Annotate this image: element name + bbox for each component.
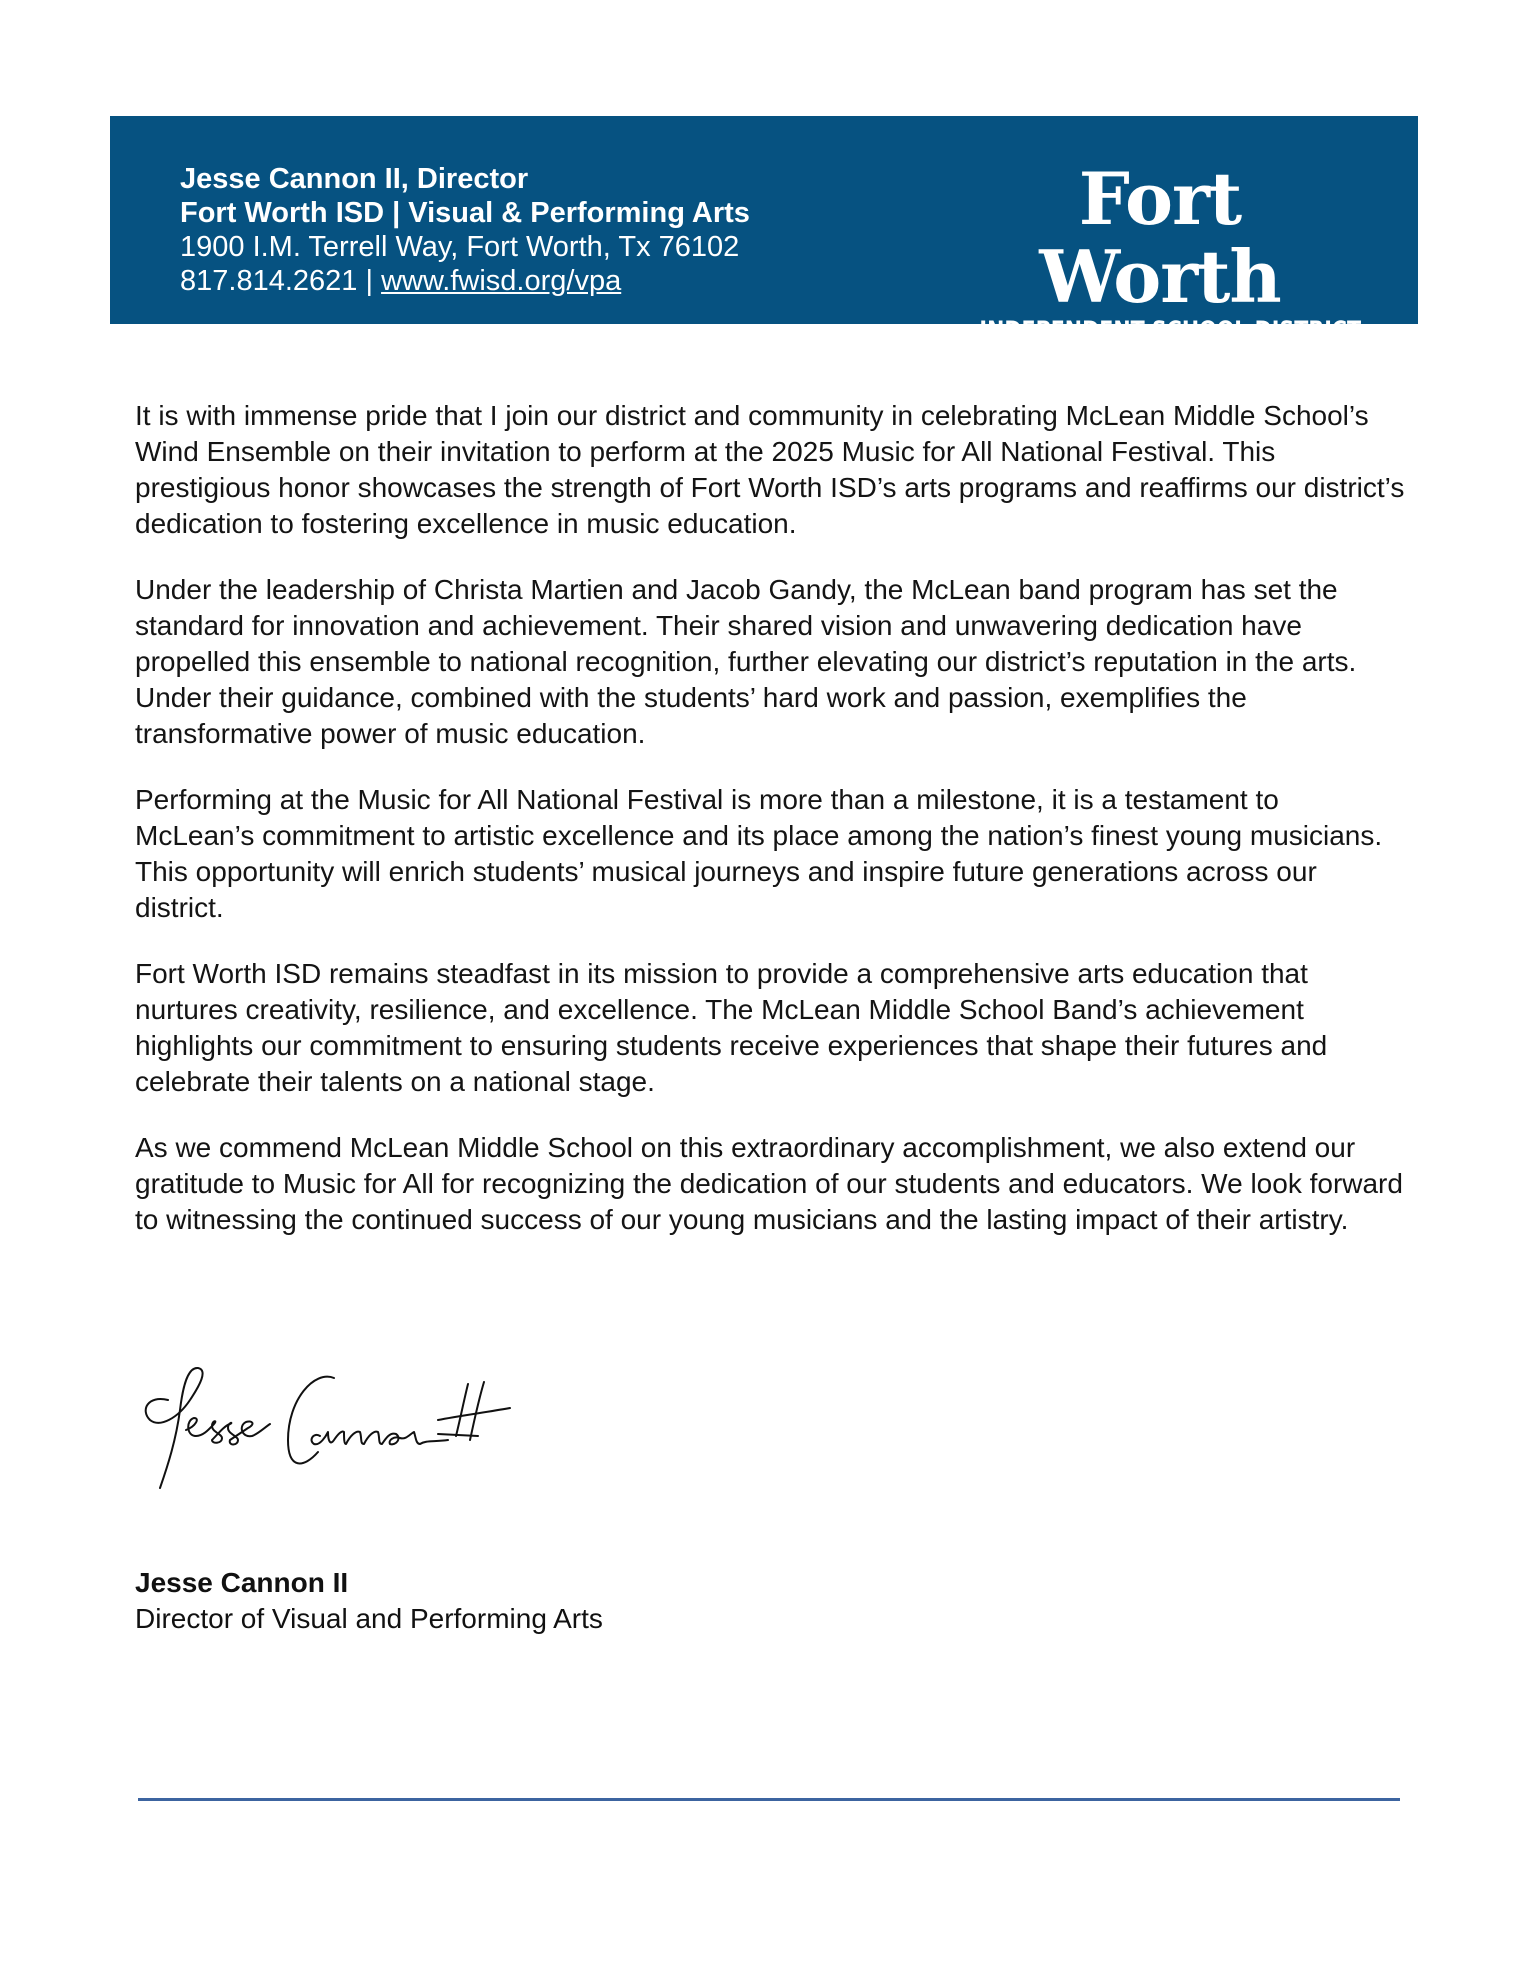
paragraph: It is with immense pride that I join our district and community in celebrating McLean Middle School’s Wind Ensemble on their invitation to perform at the 2025 Music for All National Festival. This prestigious honor showcases the strength of Fort Worth ISD’s arts programs and reaffirms our district’s dedication to fostering excellence in music education. [135, 400, 1405, 539]
signatory-name: Jesse Cannon II [135, 1567, 349, 1598]
letterhead-banner [110, 116, 1418, 344]
paragraph: Under the leadership of Christa Martien and Jacob Gandy, the McLean band program has set the standard for innovation and achievement. Their shared vision and unwavering dedication have propelled this ensemble to national recognition, further elevating our district’s reputation in the arts. Under their guidance, combined with the students’ hard work and passion, exemplifies the transformative power of music education. [135, 574, 1357, 749]
signatory-title: Director of Visual and Performing Arts [135, 1603, 603, 1634]
logo-wordmark: Fort Worth [1039, 156, 1281, 319]
separator: | [357, 265, 382, 297]
phone-website-line [180, 264, 750, 298]
footer-divider [138, 1798, 1400, 1801]
contact-block [180, 162, 750, 298]
phone-number: 817.814.2621 [180, 265, 358, 297]
district-logo [950, 156, 1370, 344]
paragraph: Fort Worth ISD remains steadfast in its mission to provide a comprehensive arts education that nurtures creativity, resilience, and excellence. The McLean Middle School Band’s achievement highlights our commitment to ensuring students receive experiences that shape their futures and celebrate their talents on a national stage. [135, 958, 1328, 1097]
paragraph: Performing at the Music for All National Festival is more than a milestone, it is a testament to McLean’s commitment to artistic excellence and its place among the nation’s finest young musicians. This opportunity will enrich students’ musical journeys and inspire future generations across our district. [135, 784, 1383, 923]
director-name-title: Jesse Cannon II, Director [180, 163, 529, 195]
address: 1900 I.M. Terrell Way, Fort Worth, Tx 76102 [180, 231, 740, 263]
website-link[interactable]: www.fwisd.org/vpa [381, 265, 622, 297]
department-name: Fort Worth ISD | Visual & Performing Arts [180, 197, 750, 229]
letter-body [135, 398, 1405, 1268]
paragraph: As we commend McLean Middle School on this extraordinary accomplishment, we also extend our gratitude to Music for All for recognizing the dedication of our students and educators. We look forward to witnessing the continued success of our young musicians and the lasting impact of their artistry. [135, 1132, 1403, 1235]
logo-subtitle: INDEPENDENT SCHOOL DISTRICT [979, 316, 1362, 344]
handwritten-signature [138, 1340, 578, 1490]
